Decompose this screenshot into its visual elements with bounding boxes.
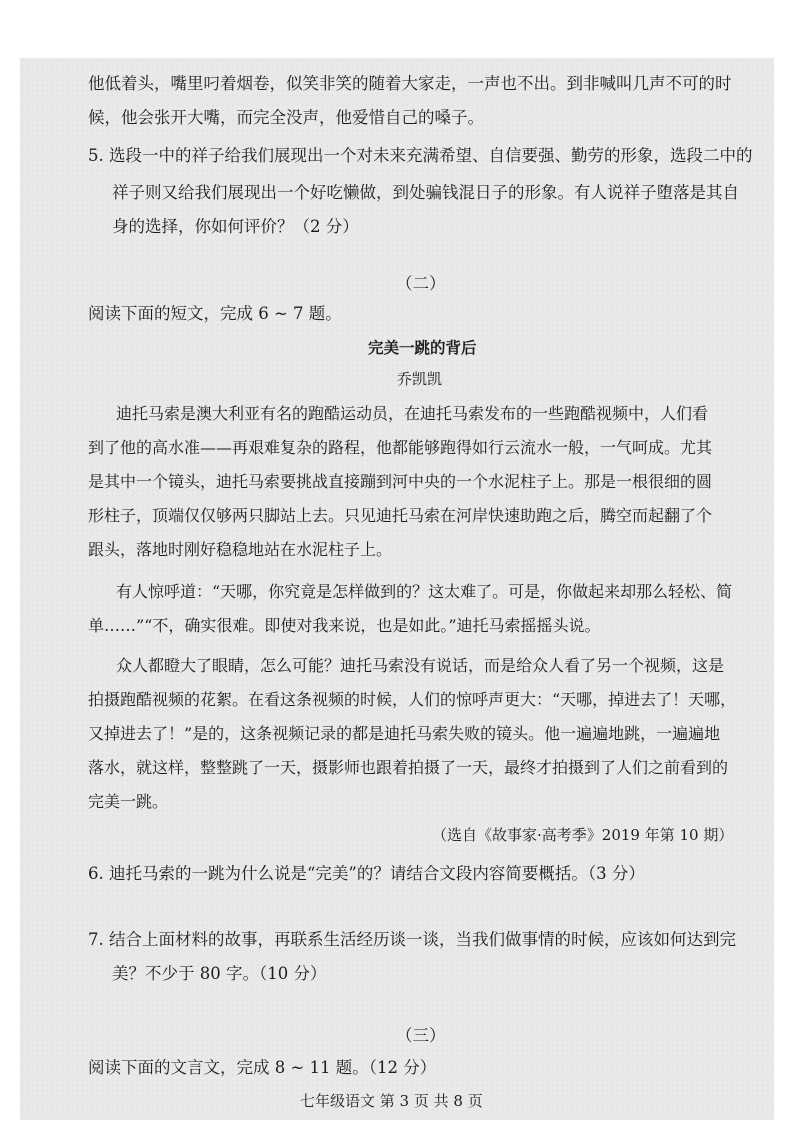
article-author: 乔凯凯 [397, 370, 443, 388]
question-7-line: 美？不少于 80 字。（10 分） [112, 964, 327, 983]
question-5-line: 身的选择，你如何评价？（2 分） [112, 217, 359, 236]
section-instruction: 阅读下面的文言文，完成 8 ~ 11 题。（12 分） [88, 1058, 437, 1077]
article-paragraph-line: 是其中一个镜头，迪托马索要挑战直接蹦到河中央的一个水泥柱子上。那是一根很细的圆 [88, 472, 713, 491]
article-paragraph-line: 众人都瞪大了眼睛，怎么可能？迪托马索没有说话，而是给众人看了另一个视频，这是 [116, 656, 725, 675]
page-footer: 七年级语文 第 3 页 共 8 页 [300, 1092, 483, 1110]
article-paragraph-line: 单……”“不，确实很难。即使对我来说，也是如此。”迪托马索摇摇头说。 [88, 616, 601, 635]
passage-line: 候，他会张开大嘴，而完全没声，他爱惜自己的嗓子。 [88, 108, 484, 127]
article-paragraph-line: 有人惊呼道：“天哪，你究竟是怎样做到的？这太难了。可是，你做起来却那么轻松、简 [116, 582, 733, 601]
article-paragraph-line: 完美一跳。 [88, 792, 169, 811]
article-paragraph-line: 迪托马索是澳大利亚有名的跑酷运动员，在迪托马索发布的一些跑酷视频中，人们看 [116, 404, 709, 423]
article-paragraph-line: 跟头，落地时刚好稳稳地站在水泥柱子上。 [88, 540, 393, 559]
question-5-line: 祥子则又给我们展现出一个好吃懒做，到处骗钱混日子的形象。有人说祥子堕落是其自 [112, 183, 739, 202]
article-paragraph-line: 形柱子，顶端仅仅够两只脚站上去。只见迪托马索在河岸快速助跑之后，腾空而起翻了个 [88, 506, 713, 525]
question-5: 5. 选段一中的祥子给我们展现出一个对未来充满希望、自信要强、勤劳的形象，选段二中的 [88, 146, 753, 165]
article-title: 完美一跳的背后 [368, 338, 477, 357]
question-6: 6. 迪托马索的一跳为什么说是“完美”的？请结合文段内容简要概括。（3 分） [88, 864, 645, 883]
article-paragraph-line: 拍摄跑酷视频的花絮。在看这条视频的时候，人们的惊呼声更大：“天哪，掉进去了！天哪， [88, 690, 737, 709]
article-paragraph-line: 又掉进去了！”是的，这条视频记录的都是迪托马索失败的镜头。他一遍遍地跳，一遍遍地 [88, 724, 721, 743]
section-heading: （二） [396, 274, 446, 293]
article-paragraph-line: 到了他的高水准——再艰难复杂的路程，他都能够跑得如行云流水一般，一气呵成。尤其 [88, 438, 713, 457]
section-heading: （三） [396, 1026, 446, 1045]
passage-line: 他低着头，嘴里叼着烟卷，似笑非笑的随着大家走，一声也不出。到非喊叫几声不可的时 [88, 74, 732, 93]
section-instruction: 阅读下面的短文，完成 6 ~ 7 题。 [88, 304, 342, 323]
question-7: 7. 结合上面材料的故事，再联系生活经历谈一谈，当我们做事情的时候，应该如何达到完 [88, 930, 736, 949]
article-source: （选自《故事家·高考季》2019 年第 10 期） [432, 826, 734, 844]
article-paragraph-line: 落水，就这样，整整跳了一天，摄影师也跟着拍摄了一天，最终才拍摄到了人们之前看到的 [88, 758, 729, 777]
